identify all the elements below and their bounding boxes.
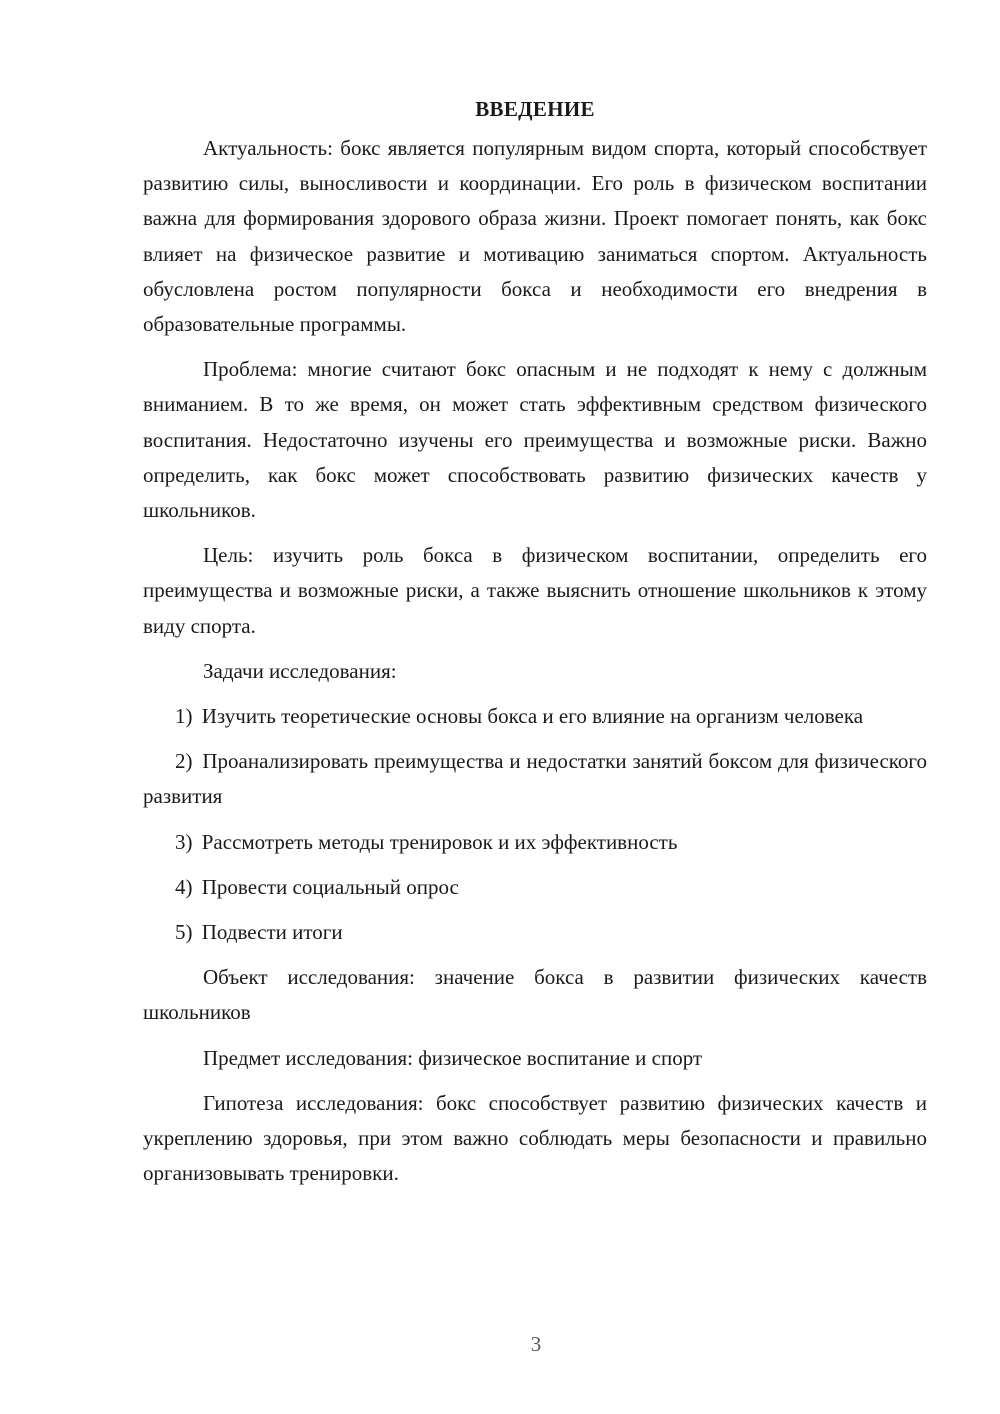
- task-number: 5): [175, 920, 193, 945]
- document-page: [143, 92, 927, 1201]
- task-item-4: [143, 870, 927, 905]
- task-item-3: [143, 825, 927, 860]
- task-text: Рассмотреть методы тренировок и их эффективность: [201, 829, 678, 854]
- task-text: Изучить теоретические основы бокса и его влияние на организм человека: [201, 704, 864, 729]
- task-text: Провести социальный опрос: [201, 874, 459, 899]
- paragraph-goal: Цель: изучить роль бокса в физическом воспитании, определить его преимущества и возможные риски, а также выяснить отношение школьников к этому виду спорта.: [143, 543, 927, 638]
- paragraph-object: Объект исследования: значение бокса в развитии физических качеств школьников: [143, 965, 927, 1025]
- tasks-heading: Задачи исследования:: [203, 658, 397, 683]
- task-item-5: [143, 915, 927, 950]
- section-title: ВВЕДЕНИЕ: [475, 97, 595, 121]
- task-number: 4): [175, 874, 193, 899]
- paragraph-problem: Проблема: многие считают бокс опасным и не подходят к нему с должным вниманием. В то же время, он может стать эффективным средством физического воспитания. Недостаточно изучены его преимущества и возможные риски. Важно определить, как бокс может способствовать развитию физических качеств у школьников.: [143, 357, 927, 523]
- task-number: 1): [175, 704, 193, 729]
- paragraph-hypothesis: Гипотеза исследования: бокс способствует развитию физических качеств и укреплению здоровья, при этом важно соблюдать меры безопасности и правильно организовывать тренировки.: [143, 1090, 927, 1186]
- paragraph-relevance: Актуальность: бокс является популярным видом спорта, который способствует развитию силы, выносливости и координации. Его роль в физическом воспитании важна для формирования здорового образа жизни. Проект помогает понять, как бокс влияет на физическое развитие и мотивацию заниматься спортом. Актуальность обусловлена ростом популярности бокса и необходимости его внедрения в образовательные программы.: [143, 136, 927, 337]
- paragraph-subject: Предмет исследования: физическое воспитание и спорт: [203, 1045, 703, 1070]
- page-number: 3: [530, 1332, 542, 1356]
- task-item-1: [143, 699, 927, 734]
- task-text: Проанализировать преимущества и недостатки занятий боксом для физического развития: [143, 749, 928, 809]
- task-text: Подвести итоги: [201, 920, 343, 945]
- task-number: 3): [175, 829, 193, 854]
- task-item-2: [143, 744, 927, 814]
- task-number: 2): [175, 749, 193, 774]
